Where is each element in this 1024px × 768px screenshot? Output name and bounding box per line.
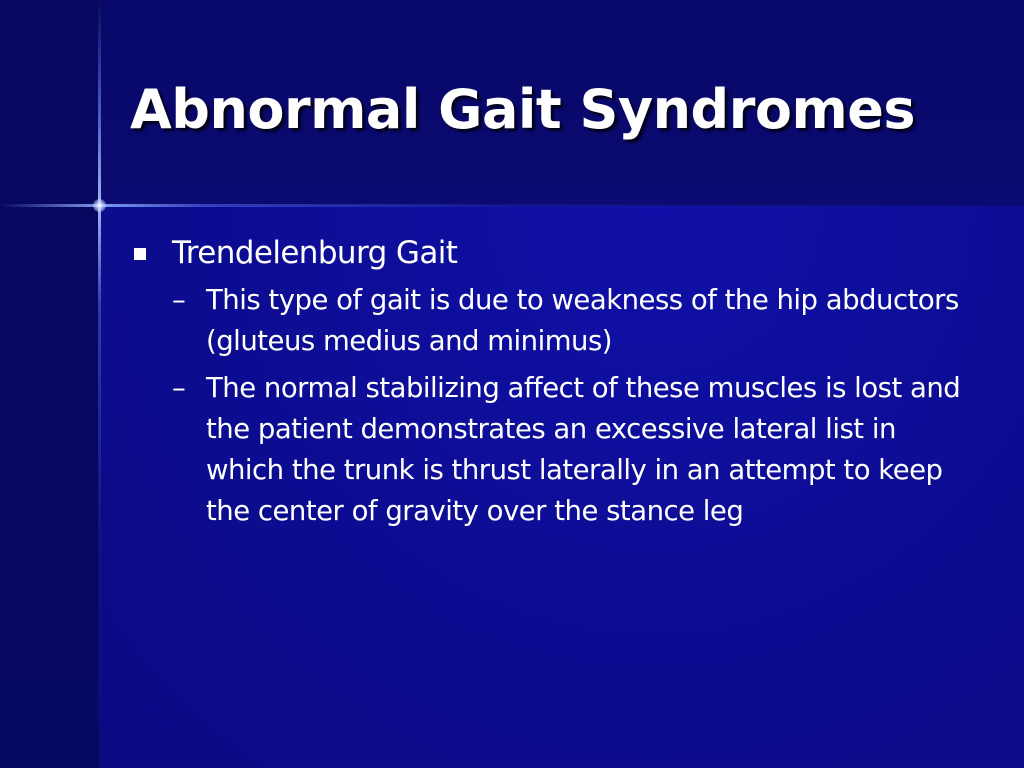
dash-marker: – — [172, 372, 186, 404]
horizontal-glow-line — [0, 204, 1024, 207]
sub-bullet-text: The normal stabilizing affect of these muscles is lost and the patient demonstrates an excessive lateral list in which the trunk is thrust laterally in an attempt to keep the center of gravity over the stance leg — [206, 372, 961, 527]
sub-bullet-list — [170, 280, 980, 532]
bullet-list — [130, 232, 980, 538]
left-panel — [0, 0, 100, 768]
sparkle-icon — [93, 199, 106, 212]
dash-marker: – — [172, 284, 186, 316]
vertical-glow-line — [98, 0, 101, 768]
square-bullet-icon — [134, 248, 146, 260]
slide-title: Abnormal Gait Syndromes — [130, 78, 915, 141]
bullet-text: Trendelenburg Gait — [172, 235, 458, 271]
bullet-item — [130, 232, 980, 274]
sub-bullet-item — [170, 368, 980, 532]
sub-bullet-text: This type of gait is due to weakness of the hip abductors (gluteus medius and minimus) — [206, 284, 959, 357]
sub-bullet-item — [170, 280, 980, 362]
